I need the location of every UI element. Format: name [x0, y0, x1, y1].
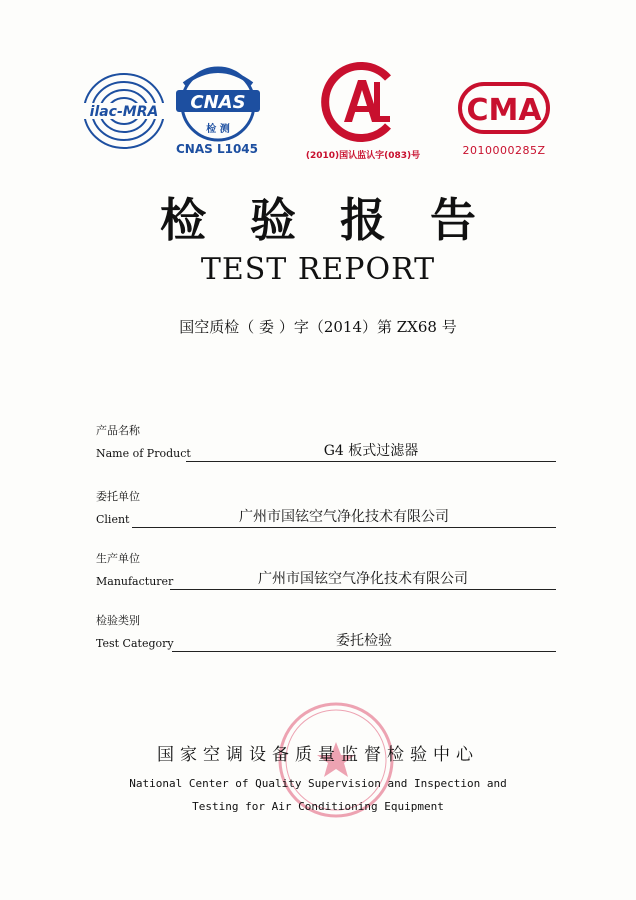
field-value: 委托检验: [336, 633, 392, 649]
title-english: TEST REPORT: [200, 252, 436, 287]
underline: [186, 461, 556, 462]
field-label-en: Client: [96, 513, 130, 526]
field-value: 广州市国铉空气净化技术有限公司: [239, 509, 449, 525]
issuer-name-cn: 国家空调设备质量监督检验中心: [157, 745, 479, 765]
cnas-code: CNAS L1045: [175, 142, 258, 156]
field-label-cn: 委托单位: [96, 490, 140, 503]
accreditation-logos: [0, 60, 636, 170]
cal-logo: [318, 60, 402, 144]
field-label-cn: 检验类别: [96, 614, 140, 627]
field-manufacturer: [96, 550, 556, 590]
svg-text:CMA: CMA: [466, 93, 542, 128]
field-label-en: Manufacturer: [96, 575, 174, 588]
field-label-cn: 生产单位: [96, 552, 140, 565]
issuer-name-en-line2: Testing for Air Conditioning Equipment: [192, 800, 444, 813]
issuer-name-en-line1: National Center of Quality Supervision and Inspection and: [129, 777, 507, 790]
field-value: 广州市国铉空气净化技术有限公司: [258, 571, 468, 587]
field-test-category: [96, 612, 556, 652]
field-label-cn: 产品名称: [96, 424, 140, 437]
svg-text:ilac-MRA: ilac-MRA: [89, 104, 159, 120]
field-value: G4 板式过滤器: [323, 443, 419, 459]
title-chinese: 检验报告: [160, 193, 520, 247]
ilac-mra-logo: [80, 70, 168, 152]
field-product-name: [96, 422, 556, 462]
svg-text:检 测: 检 测: [206, 124, 230, 135]
field-client: [96, 488, 556, 528]
underline: [132, 527, 556, 528]
cma-logo: [458, 82, 550, 134]
underline: [170, 589, 556, 590]
report-number: 国空质检（ 委 ）字（2014）第 ZX68 号: [179, 318, 457, 336]
cal-code: (2010)国认监认字(083)号: [305, 151, 421, 161]
field-label-en: Test Category: [96, 637, 174, 650]
svg-text:CNAS: CNAS: [190, 92, 246, 113]
cma-code: 2010000285Z: [462, 144, 546, 157]
field-label-en: Name of Product: [96, 447, 191, 460]
underline: [172, 651, 556, 652]
